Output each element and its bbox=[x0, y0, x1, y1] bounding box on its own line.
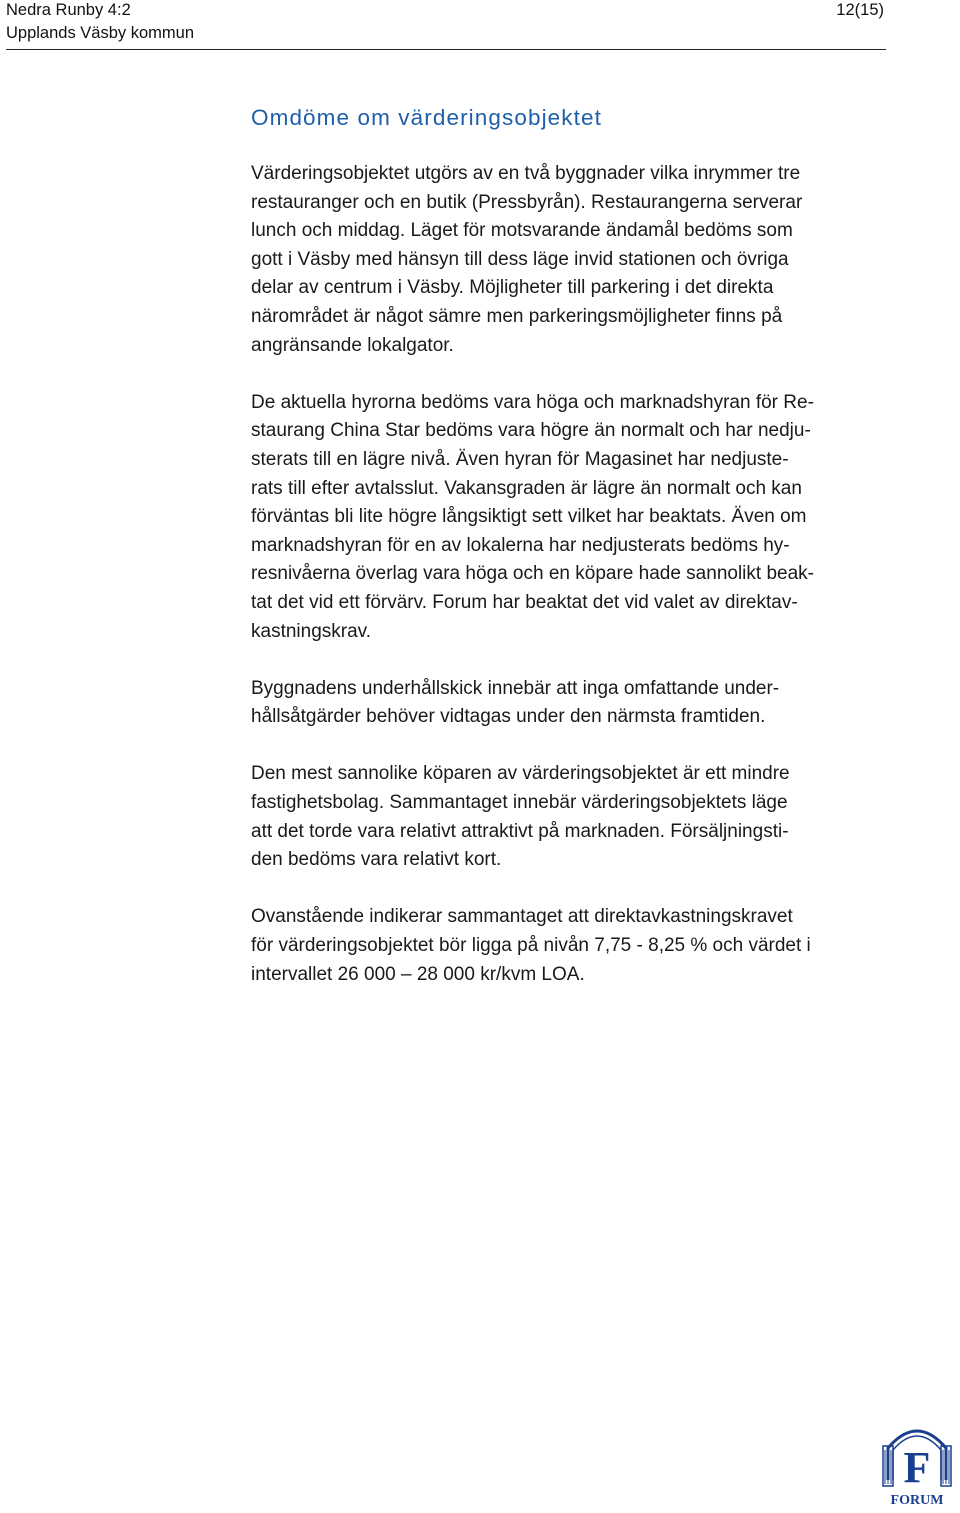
text-line: De aktuella hyrorna bedöms vara höga och marknadshyran för Re- bbox=[251, 391, 814, 413]
page-number: 12(15) bbox=[836, 1, 884, 19]
text-line: angränsande lokalgator. bbox=[251, 334, 454, 356]
text-line: Ovanstående indikerar sammantaget att direktavkastningskravet bbox=[251, 906, 793, 928]
paragraph-gap bbox=[251, 875, 891, 904]
text-line: restauranger och en butik (Pressbyrån). Restaurangerna serverar bbox=[251, 191, 803, 213]
paragraph bbox=[251, 675, 891, 732]
header-divider bbox=[6, 49, 886, 50]
text-line: Den mest sannolike köparen av värderingsobjektet är ett mindre bbox=[251, 763, 790, 785]
municipality: Upplands Väsby kommun bbox=[6, 24, 195, 42]
paragraph bbox=[251, 389, 891, 646]
paragraph-gap bbox=[251, 646, 891, 675]
body-text bbox=[251, 160, 891, 989]
text-line: för värderingsobjektet bör ligga på nivån 7,75 - 8,25 % och värdet i bbox=[251, 935, 811, 957]
paragraph bbox=[251, 760, 891, 874]
text-line: Byggnadens underhållskick innebär att inga omfattande under- bbox=[251, 677, 780, 699]
text-line: att det torde vara relativt attraktivt på marknaden. Försäljningsti- bbox=[251, 820, 789, 842]
text-line: Värderingsobjektet utgörs av en två byggnader vilka inrymmer tre bbox=[251, 163, 801, 184]
page-header bbox=[0, 0, 886, 50]
text-line: förväntas bli lite högre långsiktigt sett vilket har beaktats. Även om bbox=[251, 506, 807, 528]
text-line: rats till efter avtalsslut. Vakansgraden är lägre än normalt och kan bbox=[251, 477, 802, 499]
text-line: den bedöms vara relativt kort. bbox=[251, 849, 502, 871]
forum-logo bbox=[880, 1418, 954, 1508]
text-line: lunch och middag. Läget för motsvarande ändamål bedöms som bbox=[251, 220, 793, 242]
section-heading: Omdöme om värderingsobjektet bbox=[251, 105, 602, 130]
paragraph bbox=[251, 903, 891, 989]
text-line: delar av centrum i Väsby. Möjligheter till parkering i det direkta bbox=[251, 277, 774, 299]
logo-letter: F bbox=[903, 1443, 931, 1492]
text-line: närområdet är något sämre men parkeringsmöjligheter finns på bbox=[251, 305, 783, 327]
document-title: Nedra Runby 4:2 bbox=[6, 1, 131, 19]
text-line: gott i Väsby med hänsyn till dess läge invid stationen och övriga bbox=[251, 248, 789, 270]
paragraph bbox=[251, 160, 891, 360]
text-line: fastighetsbolag. Sammantaget innebär värderingsobjektets läge bbox=[251, 792, 788, 814]
paragraph-gap bbox=[251, 360, 891, 389]
text-line: resnivåerna överlag vara höga och en köpare hade sannolikt beak- bbox=[251, 563, 814, 585]
text-line: sterats till en lägre nivå. Även hyran för Magasinet har nedjuste- bbox=[251, 448, 789, 470]
forum-logo-icon bbox=[880, 1418, 954, 1508]
paragraph-gap bbox=[251, 732, 891, 761]
text-line: intervallet 26 000 – 28 000 kr/kvm LOA. bbox=[251, 963, 585, 985]
logo-text: FORUM bbox=[890, 1493, 944, 1508]
text-line: hållsåtgärder behöver vidtagas under den närmsta framtiden. bbox=[251, 706, 766, 728]
text-line: tat det vid ett förvärv. Forum har beaktat det vid valet av direktav- bbox=[251, 591, 798, 613]
text-line: marknadshyran för en av lokalerna har nedjusterats bedöms hy- bbox=[251, 534, 790, 556]
header-left bbox=[6, 0, 194, 45]
text-line: staurang China Star bedöms vara högre än normalt och har nedju- bbox=[251, 420, 811, 442]
text-line: kastningskrav. bbox=[251, 620, 372, 642]
